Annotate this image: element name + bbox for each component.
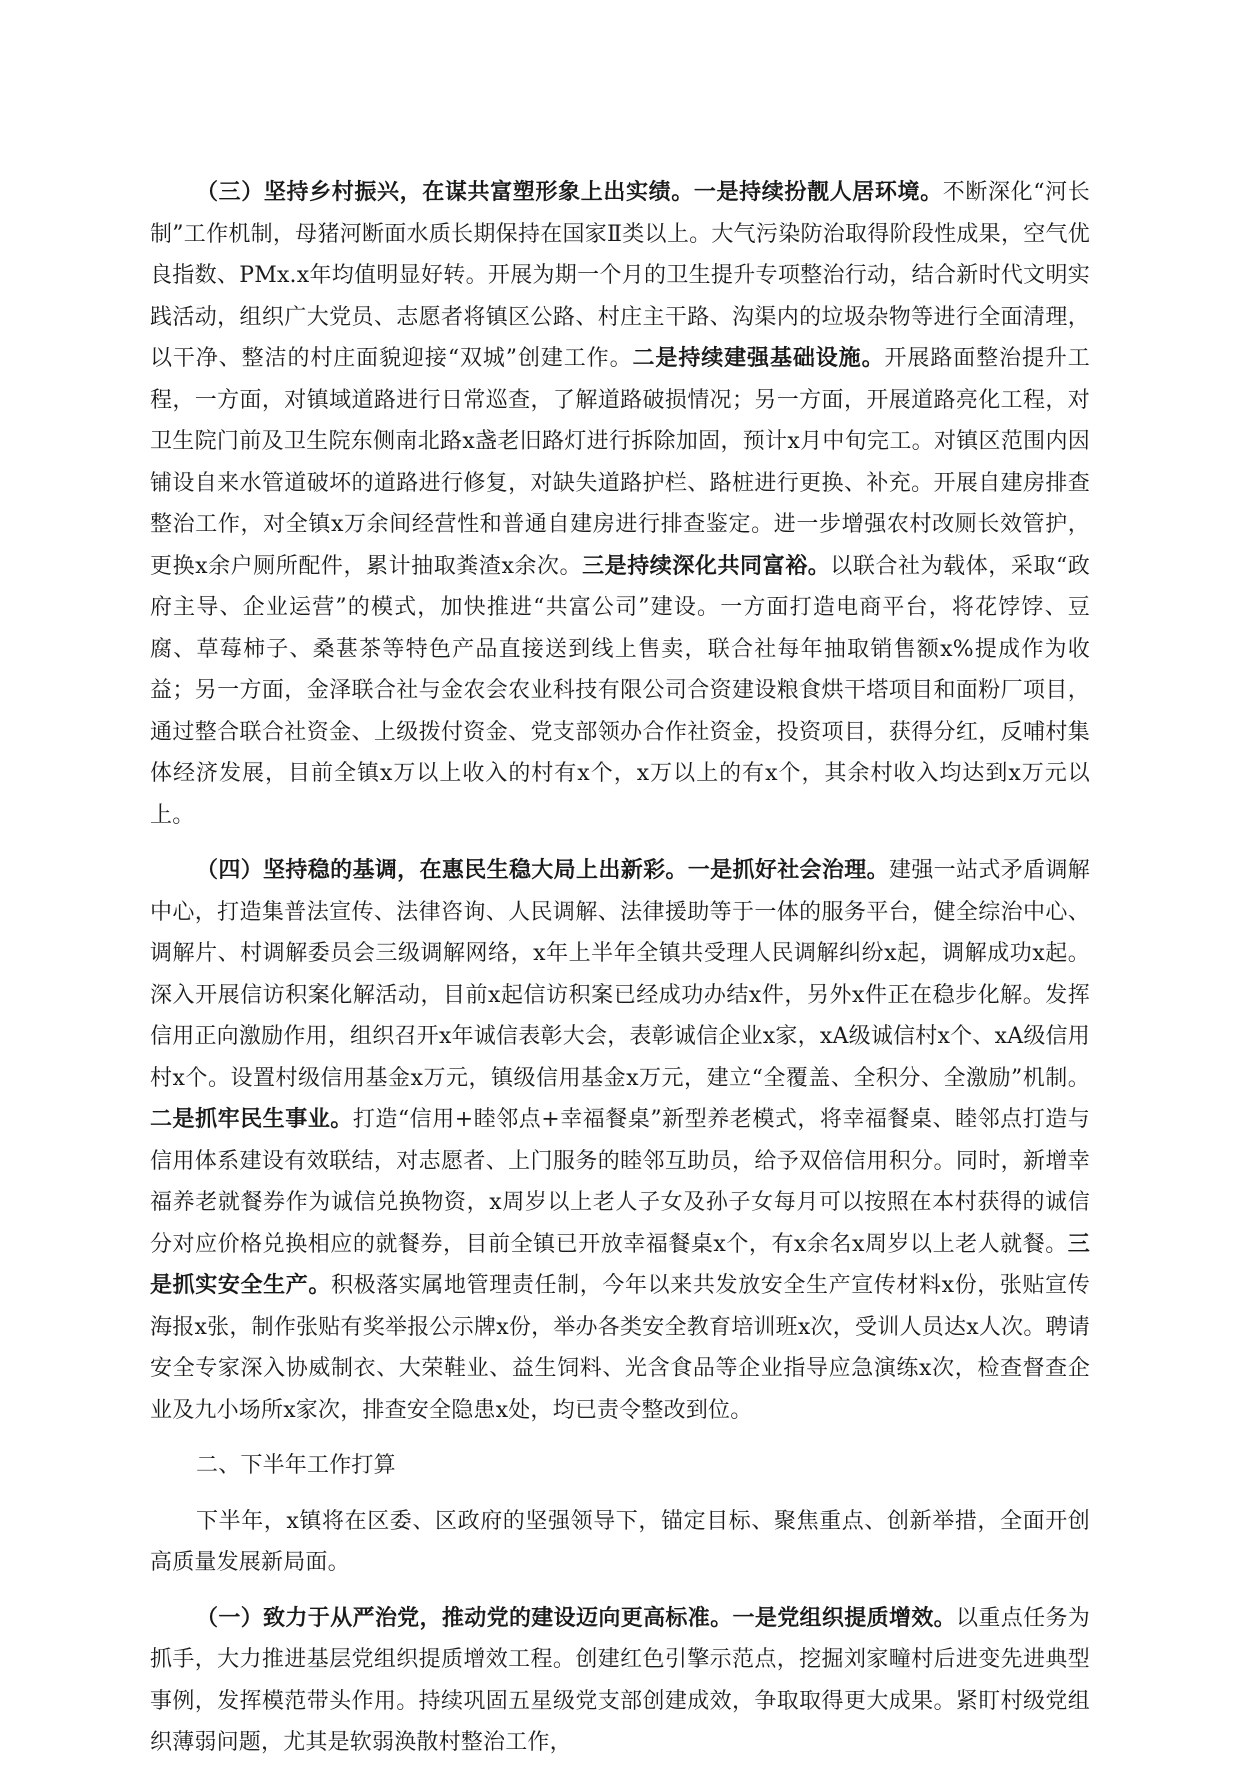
paragraph-subheading-bold: 三是抓实安全生产。 xyxy=(150,1230,1090,1298)
section-heading-text: 二、下半年工作打算 xyxy=(196,1453,396,1478)
paragraph-text: 以重点任务为抓手，大力推进基层党组织提质增效工程。创建红色引擎示范点，挖掘刘家疃村后进变先进典型事例，发挥模范带头作用。持续巩固五星级党支部创建成效，争取取得更大成果。紧盯村级党组织薄弱问题，尤其是软弱涣散村整治工作， xyxy=(150,1605,1090,1755)
paragraph-rural-revitalization xyxy=(150,172,1090,836)
paragraph-text: 打造“信用+睦邻点+幸福餐桌”新型养老模式，将幸福餐桌、睦邻点打造与信用体系建设有效联结，对志愿者、上门服务的睦邻互助员，给予双倍信用积分。同时，新增幸福养老就餐券作为诚信兑换物资，x周岁以上老人子女及孙子女每月可以按照在本村获得的诚信分对应价格兑换相应的就餐券，目前全镇已开放幸福餐桌x个，有x余名x周岁以上老人就餐。 xyxy=(150,1107,1090,1257)
section-heading-second-half-plan xyxy=(150,1445,1090,1487)
paragraph-heading-bold: （四）坚持稳的基调，在惠民生稳大局上出新彩。一是抓好社会治理。 xyxy=(196,857,889,883)
paragraph-text: 建强一站式矛盾调解中心，打造集普法宣传、法律咨询、人民调解、法律援助等于一体的服务平台，健全综治中心、调解片、村调解委员会三级调解网络，x年上半年全镇共受理人民调解纠纷x起，调解成功x起。深入开展信访积案化解活动，目前x起信访积案已经成功办结x件，另外x件正在稳步化解。发挥信用正向激励作用，组织召开x年诚信表彰大会，表彰诚信企业x家，xA级诚信村x个、xA级信用村x个。设置村级信用基金x万元，镇级信用基金x万元，建立“全覆盖、全积分、全激励”机制。 xyxy=(150,858,1090,1091)
paragraph-heading-bold: （三）坚持乡村振兴，在谋共富塑形象上出实绩。一是持续扮靓人居环境。 xyxy=(196,179,943,205)
paragraph-text: 积极落实属地管理责任制，今年以来共发放安全生产宣传材料x份，张贴宣传海报x张，制作张贴有奖举报公示牌x份，举办各类安全教育培训班x次，受训人员达x人次。聘请安全专家深入协威制衣、大荣鞋业、益生饲料、光含食品等企业指导应急演练x次，检查督查企业及九小场所x家次，排查安全隐患x处，均已责令整改到位。 xyxy=(150,1273,1090,1423)
paragraph-subheading-bold: 三是持续深化共同富裕。 xyxy=(582,552,831,579)
paragraph-text: 开展路面整治提升工程，一方面，对镇域道路进行日常巡查，了解道路破损情况；另一方面，开展道路亮化工程，对卫生院门前及卫生院东侧南北路x盏老旧路灯进行拆除加固，预计x月中旬完工。对镇区范围内因铺设自来水管道破坏的道路进行修复，对缺失道路护栏、路桩进行更换、补充。开展自建房排查整治工作，对全镇x万余间经营性和普通自建房进行排查鉴定。进一步增强农村改厕长效管护，更换x余户厕所配件，累计抽取粪渣x余次。 xyxy=(150,346,1090,579)
paragraph-livelihood xyxy=(150,850,1090,1431)
paragraph-heading-bold: （一）致力于从严治党，推动党的建设迈向更高标准。一是党组织提质增效。 xyxy=(196,1604,957,1631)
paragraph-party-building xyxy=(150,1598,1090,1764)
paragraph-second-half-intro xyxy=(150,1501,1090,1584)
paragraph-text: 下半年，x镇将在区委、区政府的坚强领导下，锚定目标、聚焦重点、创新举措，全面开创高质量发展新局面。 xyxy=(150,1508,1090,1575)
paragraph-text: 不断深化“河长制”工作机制，母猪河断面水质长期保持在国家Ⅱ类以上。大气污染防治取得阶段性成果，空气优良指数、PMx.x年均值明显好转。开展为期一个月的卫生提升专项整治行动，结合新时代文明实践活动，组织广大党员、志愿者将镇区公路、村庄主干路、沟渠内的垃圾杂物等进行全面清理，以干净、整洁的村庄面貌迎接“双城”创建工作。 xyxy=(150,180,1090,371)
paragraph-subheading-bold: 二是持续建强基础设施。 xyxy=(632,345,885,371)
paragraph-text: 以联合社为载体，采取“政府主导、企业运营”的模式，加快推进“共富公司”建设。一方面打造电商平台，将花饽饽、豆腐、草莓柿子、桑葚茶等特色产品直接送到线上售卖，联合社每年抽取销售额x%提成作为收益；另一方面，金泽联合社与金农会农业科技有限公司合资建设粮食烘干塔项目和面粉厂项目，通过整合联合社资金、上级拨付资金、党支部领办合作社资金，投资项目，获得分红，反哺村集体经济发展，目前全镇x万以上收入的村有x个，x万以上的有x个，其余村收入均达到x万元以上。 xyxy=(150,553,1090,828)
paragraph-subheading-bold: 二是抓牢民生事业。 xyxy=(150,1106,353,1132)
document-body xyxy=(150,172,1090,1778)
